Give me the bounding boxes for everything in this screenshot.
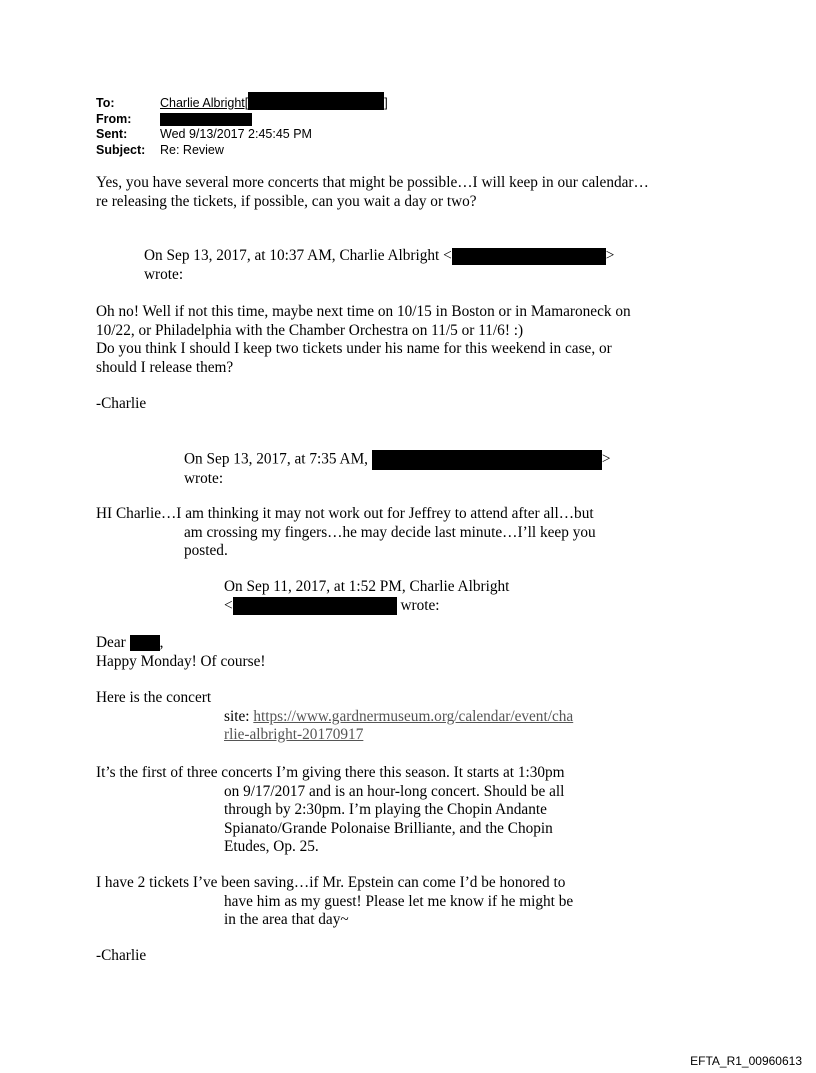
- message-line: Spianato/Grande Polonaise Brilliante, and the Chopin: [224, 819, 553, 837]
- sent-value: Wed 9/13/2017 2:45:45 PM: [160, 127, 312, 141]
- quote-line: wrote:: [144, 265, 184, 283]
- quote-text: >: [605, 247, 615, 264]
- redaction-block: [130, 635, 160, 651]
- quote-text: On Sep 13, 2017, at 10:37 AM, Charlie Albright <: [144, 247, 452, 264]
- greeting-line: [96, 634, 266, 653]
- message-line: Happy Monday! Of course!: [96, 652, 266, 670]
- sent-row: [96, 127, 388, 143]
- quoted-message: [96, 505, 596, 561]
- to-name: Charlie Albright[: [160, 96, 249, 110]
- site-label: site:: [224, 707, 254, 725]
- signature: -Charlie: [96, 395, 147, 412]
- sent-label: Sent:: [96, 127, 128, 141]
- message-line: Etudes, Op. 25.: [224, 838, 319, 855]
- quote-header: [184, 450, 610, 489]
- message-line: I have 2 tickets I’ve been saving…if Mr. Epstein can come I’d be honored to: [96, 874, 566, 891]
- message-line: should I release them?: [96, 358, 234, 376]
- quote-text: wrote:: [396, 596, 440, 614]
- document-id: EFTA_R1_00960613: [690, 1054, 802, 1068]
- redaction-block: [160, 113, 252, 126]
- tickets-paragraph: [96, 874, 573, 930]
- message-line: posted.: [184, 542, 228, 559]
- quote-line: wrote:: [184, 470, 224, 487]
- message-line: am crossing my fingers…he may decide last minute…I’ll keep you: [184, 523, 596, 541]
- reply-line: Yes, you have several more concerts that might be possible…I will keep in our calendar…: [96, 174, 649, 191]
- reply-message: [96, 174, 649, 211]
- redaction-block: [372, 450, 602, 470]
- quote-line: On Sep 11, 2017, at 1:52 PM, Charlie Albright: [224, 578, 510, 595]
- concert-link[interactable]: https://www.gardnermuseum.org/calendar/event/cha: [253, 707, 574, 725]
- quoted-message: [96, 634, 266, 671]
- message-line: [96, 726, 573, 745]
- message-line: It’s the first of three concerts I’m giving there this season. It starts at 1:30pm: [96, 764, 565, 781]
- subject-value: Re: Review: [160, 142, 224, 157]
- message-line: Do you think I should I keep two tickets under his name for this weekend in case, or: [96, 340, 612, 357]
- subject-label: Subject:: [96, 142, 146, 157]
- quote-text: On Sep 13, 2017, at 7:35 AM,: [184, 450, 368, 468]
- to-bracket: ]: [384, 96, 388, 110]
- message-line: on 9/17/2017 and is an hour-long concert. Should be all: [224, 782, 565, 800]
- concert-site-paragraph: [96, 689, 573, 745]
- to-value: [160, 96, 388, 112]
- concert-link[interactable]: rlie-albright-20170917: [224, 726, 364, 743]
- from-label: From:: [96, 111, 132, 126]
- from-value: [160, 112, 252, 128]
- to-row: [96, 96, 388, 112]
- quote-header: [144, 247, 614, 284]
- quote-line: [224, 597, 509, 616]
- redaction-block: [233, 597, 397, 615]
- message-line: through by 2:30pm. I’m playing the Chopin Andante: [224, 801, 547, 818]
- redaction-block: [248, 92, 384, 110]
- message-line: Here is the concert: [96, 689, 212, 706]
- concert-details-paragraph: [96, 764, 565, 857]
- message-paragraph: [96, 303, 631, 340]
- quote-text: >: [601, 450, 611, 468]
- message-line: in the area that day~: [224, 911, 349, 928]
- from-row: [96, 112, 388, 128]
- greeting-comma: ,: [159, 634, 164, 651]
- redaction-block: [452, 248, 606, 265]
- message-line: [96, 708, 573, 727]
- quote-line: [184, 450, 610, 470]
- subject-row: [96, 143, 388, 159]
- message-line: 10/22, or Philadelphia with the Chamber Orchestra on 11/5 or 11/6! :): [96, 321, 524, 339]
- greeting: Dear: [96, 634, 126, 651]
- message-line: HI Charlie…I am thinking it may not work out for Jeffrey to attend after all…but: [96, 505, 594, 522]
- signature: -Charlie: [96, 947, 147, 964]
- reply-line: re releasing the tickets, if possible, can you wait a day or two?: [96, 192, 477, 210]
- email-header: [96, 96, 388, 158]
- quote-text: <: [224, 596, 233, 614]
- to-label: To:: [96, 96, 115, 110]
- message-line: Oh no! Well if not this time, maybe next time on 10/15 in Boston or in Mamaroneck on: [96, 303, 631, 320]
- quote-header: [224, 578, 509, 615]
- quote-line: [144, 247, 614, 266]
- quoted-message: [96, 303, 631, 377]
- message-paragraph: [96, 340, 631, 377]
- message-line: have him as my guest! Please let me know if he might be: [224, 892, 574, 910]
